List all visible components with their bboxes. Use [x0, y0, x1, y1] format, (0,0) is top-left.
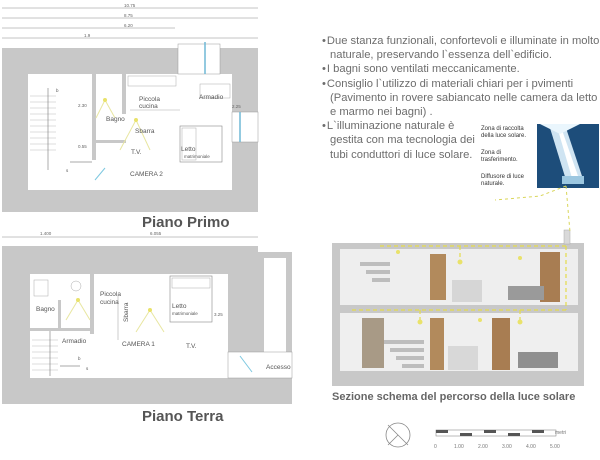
ground-room-label: CAMERA 1	[122, 341, 155, 348]
ground-bed-label-1: Letto	[172, 303, 187, 310]
ground-dim-a: 1.400	[40, 231, 52, 236]
tube-label-diffuser: Diffusore di luce naturale.	[481, 174, 524, 187]
ground-mark-s: s	[86, 366, 89, 371]
ground-wardrobe-label: Armadio	[62, 338, 87, 345]
upper-mark-b: b	[56, 88, 59, 93]
upper-tv-label: T.V.	[131, 149, 142, 156]
upper-kitchen-label-1: Piccola	[139, 96, 160, 103]
scale-tick-3: 3.00	[502, 444, 512, 450]
upper-kitchen-label-2: cucina	[139, 103, 158, 110]
dim-total: 10.75	[124, 3, 136, 8]
upper-bath-label: Bagno	[106, 116, 125, 123]
scale-bar	[436, 430, 556, 436]
tube-label-collection: Zona di raccolta della luce solare.	[481, 126, 527, 139]
tube-label-transfer: Zona di trasferimento.	[481, 150, 518, 163]
scale-tick-4: 4.00	[526, 444, 536, 450]
scale-tick-0: 0	[434, 444, 437, 450]
upper-wardrobe-label: Armadio	[199, 94, 224, 101]
bullet-lighting: • L`illuminazione naturale è gestita con ma tecnologia dei tubi conduttori di luce solare.	[322, 119, 480, 162]
upper-mark-s: s	[66, 168, 69, 173]
ground-bed-label-2: matrimoniale	[172, 311, 198, 316]
dim-partial: 6.20	[124, 23, 133, 28]
upper-bed-label-2: matrimoniale	[184, 154, 210, 159]
ground-dim-c: 3.25	[214, 312, 223, 317]
upper-dim-c: 2.25	[232, 104, 241, 109]
dim-inner: 8.75	[124, 13, 133, 18]
bullet-materials: • Consiglio l`utilizzo di materiali chiari per i pvimenti (Pavimento in rovere sabiancato nelle camera da letto e marmo nei bagni) .	[322, 77, 600, 120]
ground-mark-b: b	[78, 356, 81, 361]
scale-tick-1: 1.00	[454, 444, 464, 450]
upper-dim-b: 0.55	[78, 144, 87, 149]
light-section-drawing	[332, 230, 584, 386]
ground-tv-label: T.V.	[186, 343, 197, 350]
section-caption: Sezione schema del percorso della luce solare	[332, 391, 576, 403]
bullet-bathrooms: • I bagni sono ventilati meccanicamente.	[322, 62, 600, 76]
ground-bath-label: Bagno	[36, 306, 55, 313]
upper-bar-label: Sbarra	[135, 128, 155, 135]
ground-kitchen-label-1: Piccola	[100, 291, 121, 298]
dim-small: 1.9	[84, 33, 91, 38]
ground-entrance-label: Accesso	[266, 364, 291, 371]
scale-tick-5: 5.00	[550, 444, 560, 450]
north-arrow	[386, 423, 410, 447]
scale-unit: metri	[555, 430, 567, 436]
upper-plan	[2, 42, 258, 212]
upper-room-label: CAMERA 2	[130, 171, 163, 178]
ground-plan-title: Piano Terra	[142, 408, 224, 425]
upper-bed-label-1: Letto	[181, 146, 196, 153]
bullet-rooms: • Due stanza funzionali, confortevoli e illuminate in molto naturale, preservando l`essenza dell`edificio.	[322, 34, 600, 62]
description-list	[322, 34, 600, 162]
ground-plan	[2, 246, 292, 404]
upper-dim-a: 2.30	[78, 103, 87, 108]
ground-bar-label: Sbarra	[123, 302, 130, 322]
ground-kitchen-label-2: cucina	[100, 299, 119, 306]
upper-plan-title: Piano Primo	[142, 214, 230, 231]
scale-tick-2: 2.00	[478, 444, 488, 450]
ground-dim-b: 6.055	[150, 231, 162, 236]
